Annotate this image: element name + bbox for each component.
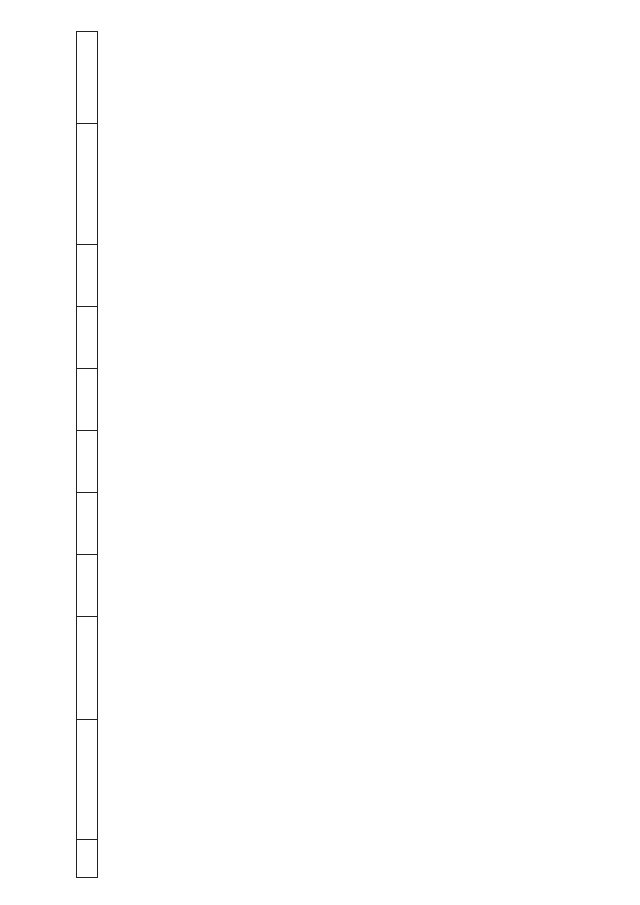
header-row [77,32,98,878]
program-table [76,31,98,878]
col-header [77,124,98,245]
col-header [77,840,98,878]
rotated-table-wrapper [76,32,586,878]
col-header [77,245,98,307]
col-header [77,431,98,493]
col-header [77,32,98,124]
col-header [77,493,98,555]
col-header [77,720,98,840]
col-header [77,555,98,617]
col-header [77,369,98,431]
col-header [77,307,98,369]
col-header [77,617,98,720]
